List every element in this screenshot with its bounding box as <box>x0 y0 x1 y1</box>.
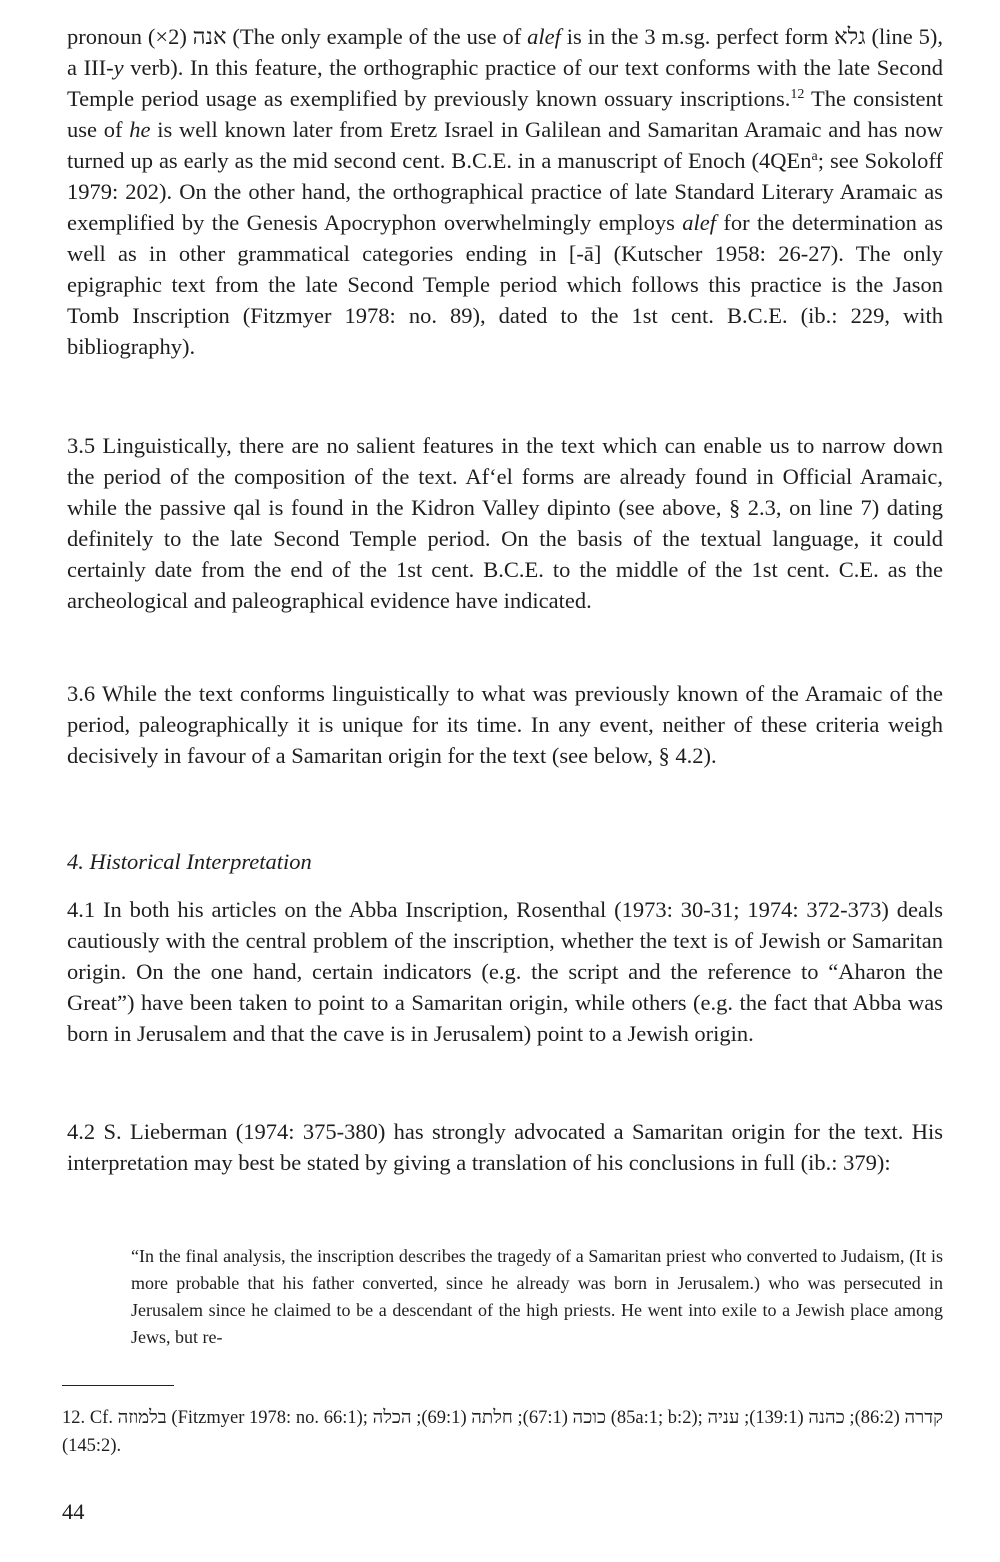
block-quote: “In the final analysis, the inscription describes the tragedy of a Samaritan priest who converted to Judaism, (It is more probable that his father converted, since he already was born in Jerusalem.) who was persecuted in Jerusalem since he claimed to be a descendant of the high priests. He went into exile to a Jewish place among Jews, but re- <box>131 1246 943 1347</box>
footnote: 12. Cf. בלמוזה (Fitzmyer 1978: no. 66:1); כוכה (67:1); חלתה (69:1); הכלה (85a:1; b:2); קדרה (86:2); כהנה (139:1); עניה (145:2). <box>62 1408 944 1456</box>
text-run: verb). In this feature, the orthographic practice of our text conforms with the late Second Temple period usage as exemplified by previously known ossuary inscriptions. <box>67 55 943 111</box>
paragraph-3-6: 3.6 While the text conforms linguistically to what was previously known of the Aramaic of the period, paleographically it is unique for its time. In any event, neither of these criteria weigh decisively in favour of a Samaritan origin for the text (see below, § 4.2). <box>67 681 943 768</box>
page-number: 44 <box>62 1499 85 1524</box>
italic-term: alef <box>527 24 561 49</box>
paragraph-4-2: 4.2 S. Lieberman (1974: 375-380) has strongly advocated a Samaritan origin for the text. His interpretation may best be stated by giving a translation of his conclusions in full (ib.: 379): <box>67 1119 943 1175</box>
paragraph-orthography <box>67 21 943 362</box>
footnote-marker: 12 <box>790 87 805 102</box>
text-run: ; see Sokoloff 1979: 202). On the other hand, the orthographical practice of late Standard Literary Aramaic as exemplified by the Genesis Apocryphon overwhelmingly employs <box>67 148 944 235</box>
text-run: is well known later from Eretz Israel in Galilean and Samaritan Aramaic and has now turned up as early as the mid second cent. B.C.E. in a manuscript of Enoch (4QEn <box>67 117 943 173</box>
section-heading: 4. Historical Interpretation <box>67 849 312 874</box>
footnote-divider <box>62 1385 174 1386</box>
paragraph-3-5: 3.5 Linguistically, there are no salient features in the text which can enable us to narrow down the period of the composition of the text. Af‘el forms are already found in Official Aramaic, while the passive qal is found in the Kidron Valley dipinto (see above, § 2.3, on line 7) dating definitely to the late Second Temple period. On the basis of the textual language, it could certainly date from the end of the 1st cent. B.C.E. to the middle of the 1st cent. C.E. as the archeological and paleographical evidence have indicated. <box>67 433 943 613</box>
text-run: The consistent use of <box>67 86 943 142</box>
italic-term: y <box>113 55 124 80</box>
paragraph-4-1: 4.1 In both his articles on the Abba Inscription, Rosenthal (1973: 30-31; 1974: 372-373) deals cautiously with the central problem of the inscription, whether the text is of Jewish or Samaritan origin. On the one hand, certain indicators (e.g. the script and the reference to “Aharon the Great”) have been taken to point to a Samaritan origin, while others (e.g. the fact that Abba was born in Jerusalem and that the cave is in Jerusalem) point to a Jewish origin. <box>67 897 943 1046</box>
text-run: is in the 3 m.sg. perfect form גלא (line 5), a III- <box>67 24 943 80</box>
italic-term: alef <box>682 210 717 235</box>
superscript: a <box>811 149 818 164</box>
text-run: pronoun אנה (2×) (The only example of the use of <box>67 24 528 49</box>
italic-term: he <box>129 117 151 142</box>
text-run: for the determination as well as in other grammatical categories ending in [-ā] (Kutscher 1958: 26-27). The only epigraphic text from the late Second Temple period which follows this practice is the Jason Tomb Inscription (Fitzmyer 1978: no. 89), dated to the 1st cent. B.C.E. (ib.: 229, with bibliography). <box>67 210 943 359</box>
